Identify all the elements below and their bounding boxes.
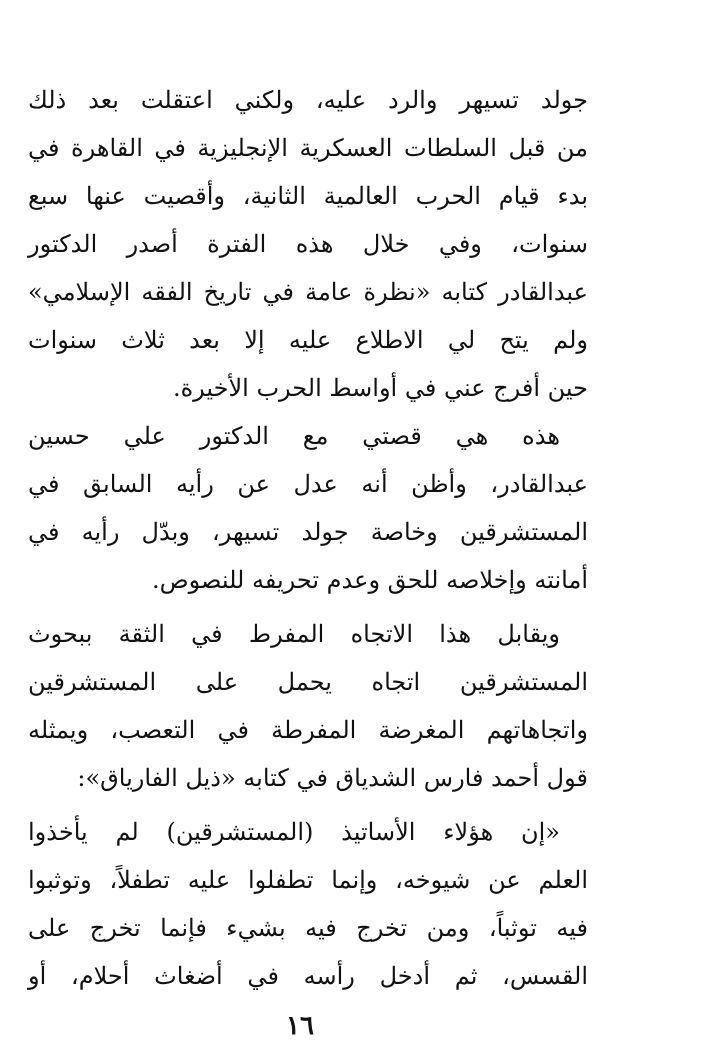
paragraph-line: حين أفرج عني في أواسط الحرب الأخيرة.	[172, 374, 588, 402]
paragraph-line: أمانته وإخلاصه للحق وعدم تحريفه للنصوص.	[151, 566, 588, 594]
paragraph-line: المستشرقين اتجاه يحمل على المستشرقين	[28, 668, 588, 696]
paragraph-line: فيه توثباً، ومن تخرج فيه بشيء فإنما تخرج على	[28, 914, 588, 942]
page-number: ١٦	[286, 1011, 314, 1041]
paragraph-2	[28, 412, 588, 604]
paragraph-4-quote	[28, 808, 588, 1000]
paragraph-line: القسس، ثم أدخل رأسه في أضغاث أحلام، أو	[28, 962, 588, 990]
paragraph-line: ويقابل هذا الاتجاه المفرط في الثقة ببحوث	[28, 620, 560, 648]
paragraph-line: جولد تسيهر والرد عليه، ولكني اعتقلت بعد ذلك	[28, 86, 588, 114]
paragraph-line: عبدالقادر كتابه «نظرة عامة في تاريخ الفقه الإسلامي»	[28, 278, 588, 306]
paragraph-line: سنوات، وفي خلال هذه الفترة أصدر الدكتور	[28, 230, 588, 258]
paragraph-line: هذه هي قصتي مع الدكتور علي حسين	[28, 422, 560, 450]
paragraph-line: «إن هؤلاء الأساتيذ (المستشرقين) لم يأخذوا	[28, 818, 560, 846]
paragraph-line: بدء قيام الحرب العالمية الثانية، وأقصيت عنها سبع	[28, 182, 588, 210]
paragraph-line: قول أحمد فارس الشدياق في كتابه «ذيل الفارياق»:	[77, 764, 588, 792]
paragraph-line: واتجاهاتهم المغرضة المفرطة في التعصب، ويمثله	[28, 716, 588, 744]
paragraph-line: عبدالقادر، وأظن أنه عدل عن رأيه السابق في	[28, 470, 588, 498]
paragraph-3	[28, 610, 588, 802]
paragraph-line: المستشرقين وخاصة جولد تسيهر، وبدّل رأيه في	[28, 518, 588, 546]
paragraph-line: ولم يتح لي الاطلاع عليه إلا بعد ثلاث سنوات	[28, 326, 588, 354]
paragraph-1	[28, 76, 588, 412]
paragraph-line: العلم عن شيوخه، وإنما تطفلوا عليه تطفلاً، وتوثبوا	[28, 866, 588, 894]
paragraph-line: من قبل السلطات العسكرية الإنجليزية في القاهرة في	[28, 134, 588, 162]
